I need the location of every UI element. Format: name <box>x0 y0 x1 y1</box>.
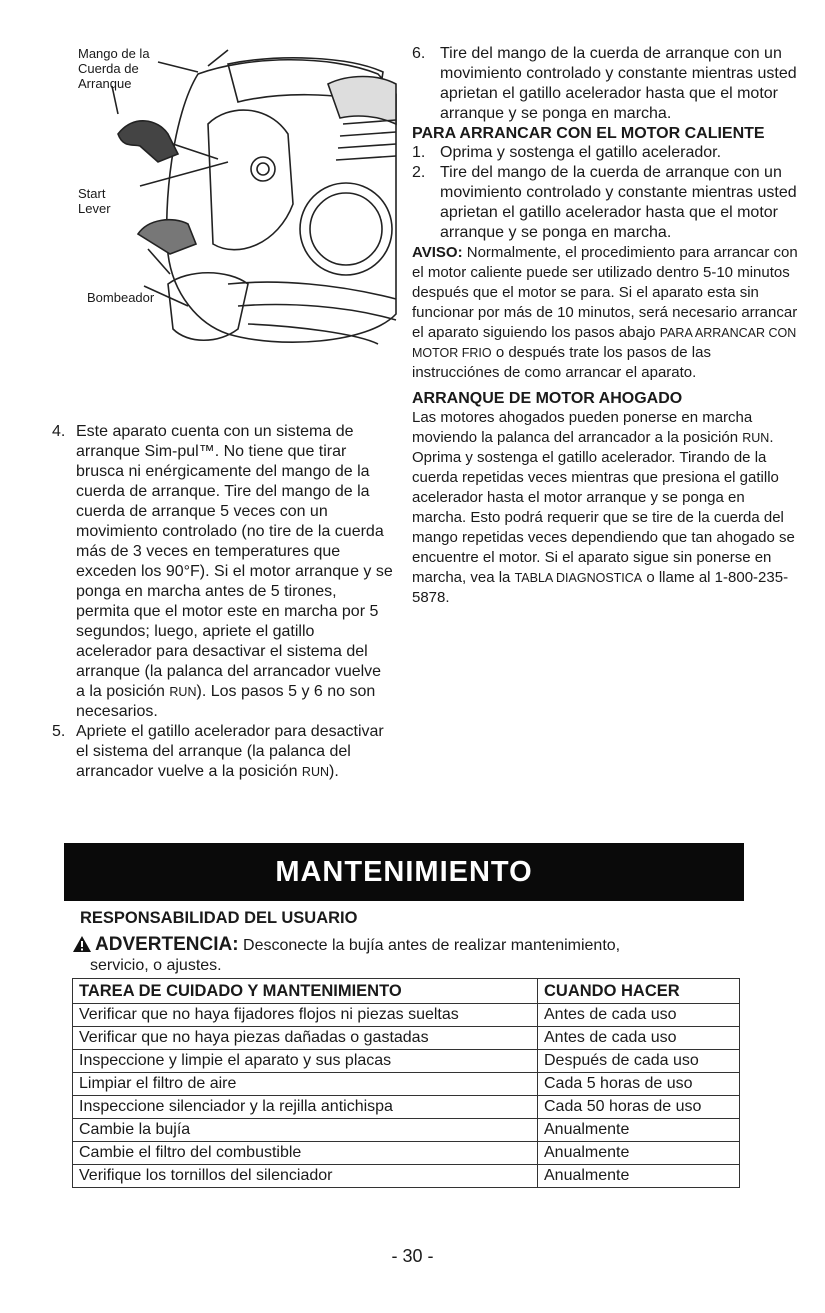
user-responsibility-heading: RESPONSABILIDAD DEL USUARIO <box>80 909 358 927</box>
heading-warm-start: PARA ARRANCAR CON EL MOTOR CALIENTE <box>412 125 765 142</box>
warning-label: ADVERTENCIA: <box>95 934 239 955</box>
label-starter-rope-handle: Mango de la Cuerda de Arranque <box>78 46 150 91</box>
right-column <box>412 44 800 608</box>
warm-step-2: 2. Tire del mango de la cuerda de arranque con un movimiento controlado y constante mientras usted aprietan el gatillo acelerador hasta que el motor arranque y se ponga en marcha. <box>412 164 797 241</box>
step-4: 4. Este aparato cuenta con un sistema de arranque Sim-pul™. No tiene que tirar brusca ni enérgicamente del mango de la cuerda de arranque. Tire del mango de la cuerda de arranque 5 veces con un movimiento controlado (no tire de la cuerda más de 3 veces en temperatures que exceden los 90°F). Si el motor arranque y se ponga en marcha antes de 5 tirones, permita que el motor este en marcha por 5 segundos; luego, apriete el gatillo acelerador para desactivar el sistema del arranque (la palanca del arrancador vuelve a la posición RUN). Los pasos 5 y 6 no son necesarios. <box>52 423 393 720</box>
table-row: Inspeccione y limpie el aparato y sus placas Después de cada uso <box>73 1050 740 1073</box>
warm-step-1: 1. Oprima y sostenga el gatillo acelerador. <box>412 144 722 161</box>
label-start-lever: Start Lever <box>78 186 111 216</box>
warning-text: Desconecte la bujía antes de realizar mantenimiento, <box>243 937 621 954</box>
left-column <box>52 422 394 782</box>
maintenance-banner <box>64 843 744 901</box>
table-header-row <box>73 979 740 1004</box>
flooded-paragraph: Las motores ahogados pueden ponerse en marcha moviendo la palanca del arrancador a la posición RUN. Oprima y sostenga el gatillo acelerador. Tirando de la cuerda repetidas veces mientras que presiona el gatillo acelerador hasta el motor arranque y se ponga en marcha. Esto podrá requerir que se tire de la cuerda del mango repetidas veces dependiendo que tan ahogado se encuentre el motor. Si el aparato sigue sin ponerse en marcha, vea la TABLA DIAGNOSTICA o llame al 1-800-235-5878. <box>412 409 795 606</box>
warning-triangle-icon <box>72 935 92 953</box>
heading-flooded-engine: ARRANQUE DE MOTOR AHOGADO <box>412 390 683 407</box>
warning-text-2: servicio, o ajustes. <box>90 957 222 974</box>
label-primer-bulb: Bombeador <box>87 290 155 305</box>
step-5: 5. Apriete el gatillo acelerador para desactivar el sistema del arranque (la palanca del arrancador vuelve a la posición RUN). <box>52 723 384 780</box>
table-row: Verificar que no haya fijadores flojos ni piezas sueltas Antes de cada uso <box>73 1004 740 1027</box>
step-6: 6. Tire del mango de la cuerda de arranque con un movimiento controlado y constante mientras usted aprietan el gatillo acelerador hasta que el motor arranque y se ponga en marcha. <box>412 45 797 122</box>
maintenance-table <box>72 978 740 1188</box>
page-number: - 30 - <box>391 1246 434 1266</box>
table-row: Verifique los tornillos del silenciador Anualmente <box>73 1165 740 1188</box>
header-when: CUANDO HACER <box>538 979 740 1004</box>
notice-paragraph: AVISO: Normalmente, el procedimiento para arrancar con el motor caliente puede ser utilizado dentro 5-10 minutos después que el motor se para. Si el aparato esta sin funcionar por más de 10 minutos, será necesario arrancar el aparato siguiendo los pasos abajo PARA ARRANCAR CON MOTOR FRIO o después trate los pasos de las instrucciónes de como arrancar el aparato. <box>412 244 798 381</box>
engine-illustration <box>78 44 400 358</box>
table-row: Limpiar el filtro de aire Cada 5 horas de uso <box>73 1073 740 1096</box>
table-row: Cambie la bujía Anualmente <box>73 1119 740 1142</box>
warning-notice <box>72 935 752 976</box>
table-row: Inspeccione silenciador y la rejilla antichispa Cada 50 horas de uso <box>73 1096 740 1119</box>
table-row: Verificar que no haya piezas dañadas o gastadas Antes de cada uso <box>73 1027 740 1050</box>
table-row: Cambie el filtro del combustible Anualmente <box>73 1142 740 1165</box>
banner-title: MANTENIMIENTO <box>275 855 533 888</box>
header-task: TAREA DE CUIDADO Y MANTENIMIENTO <box>73 979 538 1004</box>
